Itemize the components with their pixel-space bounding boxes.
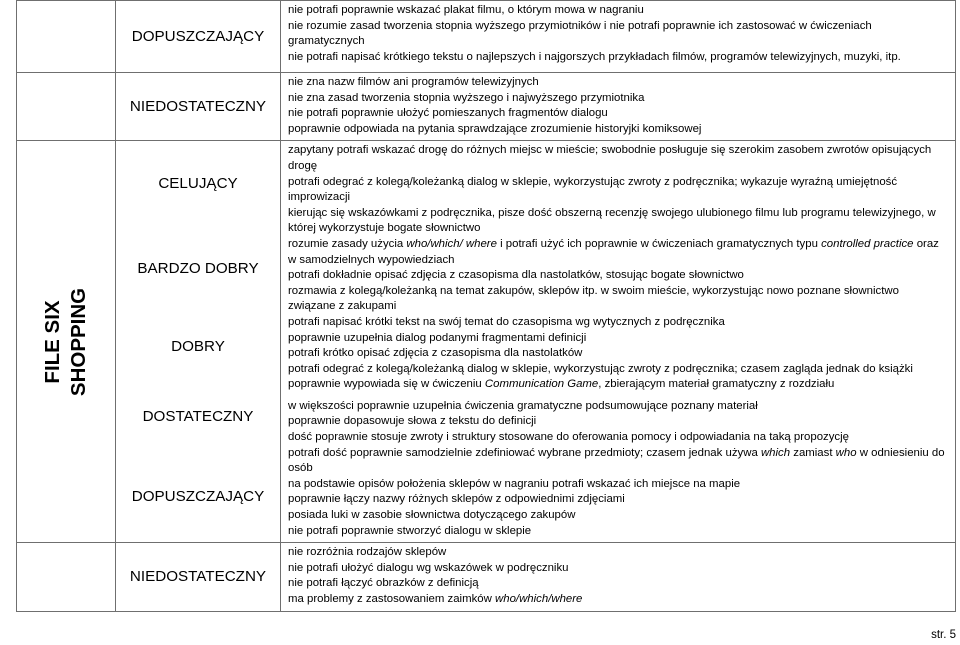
criteria-line: nie potrafi poprawnie stworzyć dialogu w sklepie: [288, 524, 532, 537]
criteria-cell: [281, 73, 956, 141]
grade-label: CELUJĄCY: [158, 175, 238, 193]
criteria-line: nie zna zasad tworzenia stopnia wyższego i najwyższego przymiotnika: [288, 91, 645, 104]
criteria-line: potrafi odegrać z kolegą/koleżanką dialog w sklepie, wykorzystując zwroty z podręcznika; czasem zagląda jednak do książki: [288, 362, 913, 375]
criteria-line: nie rozumie zasad tworzenia stopnia wyższego przymiotników i nie potrafi poprawnie ich zastosować w ćwiczeniach gramatycznych: [288, 19, 872, 48]
grade-cell: [116, 1, 281, 73]
criteria-line: nie potrafi poprawnie ułożyć pomieszanych fragmentów dialogu: [288, 107, 608, 120]
grade-label: NIEDOSTATECZNY: [129, 98, 267, 116]
criteria-line: rozmawia z kolegą/koleżanką na temat zakupów, sklepów itp. w swoim mieście, wykorzystując nowo poznane słownictwo związane z zakupami: [288, 284, 899, 313]
grade-label: BARDZO DOBRY: [137, 260, 259, 278]
criteria-line: dość poprawnie stosuje zwroty i struktury stosowane do oferowania pomocy i odpowiadania na taką propozycję: [288, 431, 849, 444]
grade-label: DOPUSZCZAJĄCY: [131, 28, 265, 45]
unit-cell-empty: [17, 1, 116, 73]
criteria-line: nie potrafi ułożyć dialogu wg wskazówek w podręczniku: [288, 561, 569, 574]
criteria-line: poprawnie wypowiada się w ćwiczeniu Communication Game, zbierającym materiał gramatyczny z rozdziału: [288, 378, 835, 391]
criteria-line: w większości poprawnie uzupełnia ćwiczenia gramatyczne podsumowujące poznany materiał: [288, 399, 758, 412]
criteria-line: nie potrafi napisać krótkiego tekstu o najlepszych i najgorszych przykładach filmów, programów telewizyjnych, muzyki, itp.: [288, 50, 901, 63]
criteria-line: poprawnie łączy nazwy różnych sklepów z odpowiednimi zdjęciami: [288, 493, 625, 506]
criteria-line: potrafi dość poprawnie samodzielnie zdefiniować wybrane przedmioty; czasem jednak używa which zamiast who w odniesieniu do osób: [288, 446, 945, 475]
criteria-line: posiada luki w zasobie słownictwa dotyczącego zakupów: [288, 509, 576, 522]
unit-title-line: FILE SIX: [41, 300, 64, 384]
criteria-line: ma problemy z zastosowaniem zaimków who/which/where: [288, 593, 583, 605]
criteria-line: potrafi dokładnie opisać zdjęcia z czasopisma dla nastolatków, stosując bogate słownictwo: [288, 269, 744, 282]
criteria-line: na podstawie opisów położenia sklepów w nagraniu potrafi wskazać ich miejsce na mapie: [288, 477, 741, 490]
criteria-line: potrafi krótko opisać zdjęcia z czasopisma dla nastolatków: [288, 347, 583, 360]
grade-label: DOBRY: [171, 338, 225, 356]
grade-cell-group: [116, 141, 281, 543]
criteria-line: zapytany potrafi wskazać drogę do różnych miejsc w mieście; swobodnie posługuje się szerokim zasobem zwrotów opisujących drogę: [288, 144, 932, 172]
grade-label: DOSTATECZNY: [142, 408, 254, 426]
grade-cell: [116, 73, 281, 141]
unit-title: [40, 222, 92, 462]
criteria-line: potrafi odegrać z kolegą/koleżanką dialog w sklepie, wykorzystując zwroty z podręcznika; wykazuje wyraźną umiejętność improwizacji: [288, 175, 898, 204]
grade-cell: [116, 543, 281, 611]
criteria-line: potrafi napisać krótki tekst na swój temat do czasopisma wg wytycznych z podręcznika: [288, 315, 725, 328]
criteria-line: poprawnie dopasowuje słowa z tekstu do definicji: [288, 415, 537, 428]
criteria-line: rozumie zasady użycia who/which/ where i potrafi użyć ich poprawnie w ćwiczeniach gramatycznych typu controlled practice oraz w samodzielnych wypowiedziach: [288, 237, 939, 266]
criteria-line: poprawnie odpowiada na pytania sprawdzające zrozumienie historyjki komiksowej: [288, 122, 702, 135]
criteria-line: poprawnie uzupełnia dialog podanymi fragmentami definicji: [288, 331, 587, 344]
unit-title-line: SHOPPING: [67, 287, 90, 396]
criteria-line: nie zna nazw filmów ani programów telewizyjnych: [288, 76, 539, 88]
criteria-line: kierując się wskazówkami z podręcznika, pisze dość obszerną recenzję swojego ulubionego filmu lub programu telewizyjnego, w której wykorzystuje bogate słownictwo: [288, 206, 936, 235]
page-number: str. 5: [931, 629, 956, 641]
grade-label: DOPUSZCZAJĄCY: [131, 488, 265, 506]
unit-cell-empty: [17, 73, 116, 141]
grading-table: [16, 0, 956, 612]
unit-cell-empty: [17, 543, 116, 611]
criteria-line: nie rozróżnia rodzajów sklepów: [288, 546, 447, 559]
criteria-cell: [281, 141, 956, 543]
criteria-cell: [281, 543, 956, 611]
criteria-line: nie potrafi łączyć obrazków z definicją: [288, 577, 479, 590]
criteria-cell: [281, 1, 956, 73]
criteria-line: nie potrafi poprawnie wskazać plakat filmu, o którym mowa w nagraniu: [288, 4, 644, 16]
unit-title-cell: [17, 141, 116, 543]
grade-label: NIEDOSTATECZNY: [129, 568, 267, 586]
